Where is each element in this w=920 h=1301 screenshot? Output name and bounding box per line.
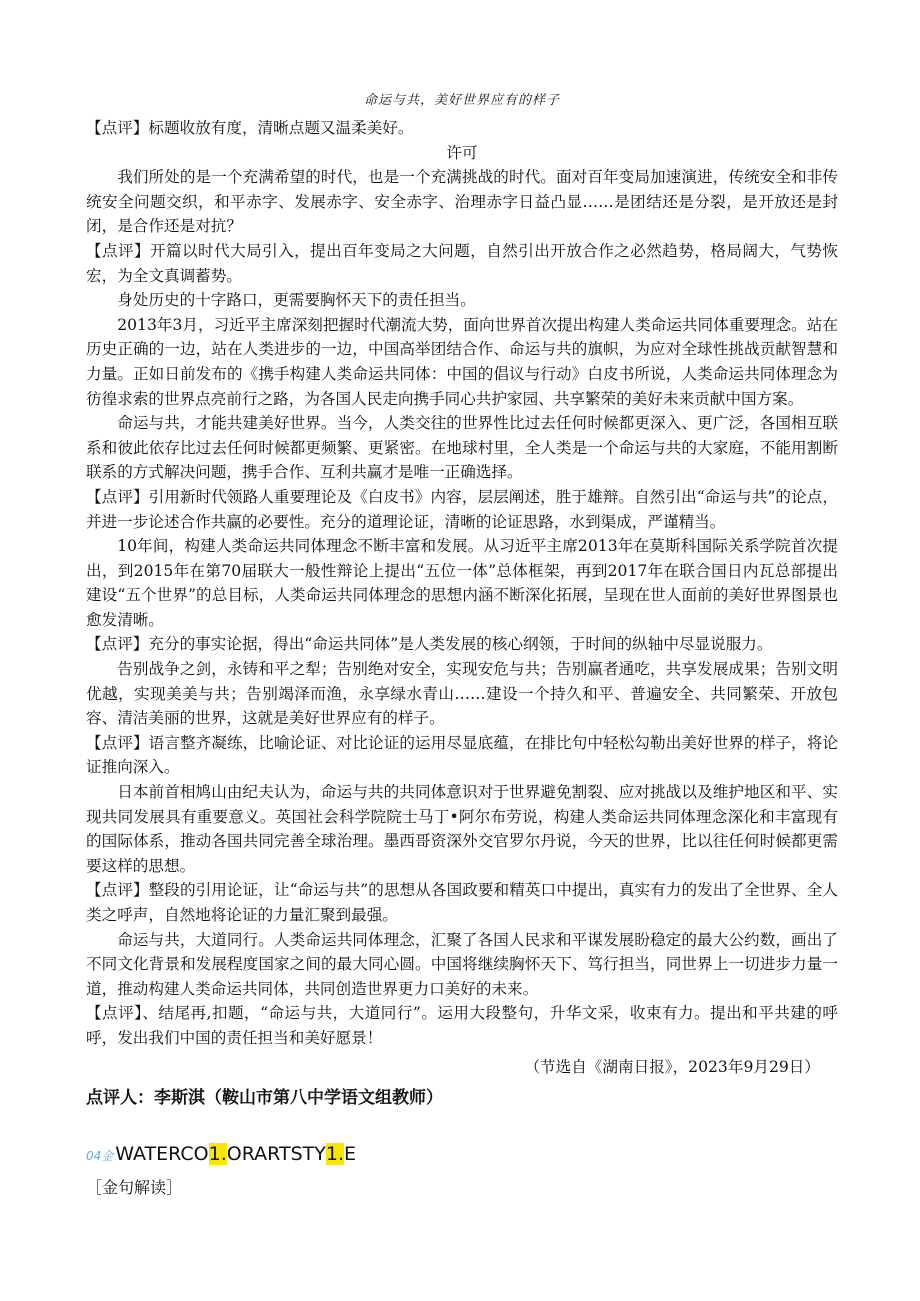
brand-text-3: E xyxy=(344,1143,357,1166)
page-title: 命运与共，美好世界应有的样子 xyxy=(363,93,560,108)
source-citation: （节选自《湖南日报》，2023年9月29日） xyxy=(524,1057,820,1076)
review-comment: 【点评】充分的事实论据，得出“命运共同体”是人类发展的核心纲领，于时间的纵轴中尽显说服力。 xyxy=(86,635,773,654)
article-paragraph: 命运与共，大道同行。人类命运共同体理念，汇聚了各国人民求和平谋发展盼稳定的最大公约数，画出了不同文化背景和发展程度国家之间的最大同心圆。中国将继续胸怀天下、笃行担当，同世界上一切进步力量一道，推动构建人类命运共同体，共同创造世界更力口美好的未来。 xyxy=(86,930,838,998)
review-comment: 【点评】引用新时代领路人重要理论及《白皮书》内容，层层阐述，胜于雄辩。自然引出“命运与共”的论点，并进一步论述合作共赢的必要性。充分的道理论证，清晰的论证思路，水到渠成，严谨精当。 xyxy=(86,487,838,531)
article-paragraph: 身处历史的十字路口，更需要胸怀天下的责任担当。 xyxy=(117,291,476,310)
review-comment: 【点评】语言整齐凝练，比喻论证、对比论证的运用尽显底蕴，在排比句中轻松勾勒出美好世界的样子，将论证推向深入。 xyxy=(86,733,838,777)
brand-highlight-2: 1. xyxy=(325,1143,345,1166)
article-paragraph: 2013年3月，习近平主席深刻把握时代潮流大势，面向世界首次提出构建人类命运共同体重要理念。站在历史正确的一边，站在人类进步的一边，中国高举团结合作、命运与共的旗帜，为应对全球性挑战贡献智慧和力量。正如日前发布的《携手构建人类命运共同体：中国的倡议与行动》白皮书所说，人类命运共同体理念为彷徨求索的世界点亮前行之路，为各国人民走向携手同心共护家园、共享繁荣的美好未来贡献中国方案。 xyxy=(86,315,838,408)
review-comment: 【点评】整段的引用论证，让“命运与共”的思想从各国政要和精英口中提出，真实有力的发出了全世界、全人类之呼声，自然地将论证的力量汇聚到最强。 xyxy=(86,881,838,924)
article-author: 许可 xyxy=(446,143,478,162)
article-paragraph: 告别战争之剑，永铸和平之犁；告别绝对安全，实现安危与共；告别赢者通吃，共享发展成果；告别文明优越，实现美美与共；告别竭泽而渔，永享绿水青山……建设一个持久和平、普遍安全、共同繁荣、开放包容、清洁美丽的世界，这就是美好世界应有的样子。 xyxy=(86,660,838,728)
brand-text-1: WATERCO xyxy=(115,1143,209,1166)
article-body xyxy=(86,116,838,1051)
reviewer-line: 点评人：李斯淇（鞍山市第八中学语文组教师） xyxy=(86,1088,443,1109)
review-comment: 【点评】、结尾再,扣题，“命运与共，大道同行”。运用大段整句，升华文采，收束有力。提出和平共建的呼呼，发出我们中国的责任担当和美好愿景！ xyxy=(86,1004,838,1047)
brand-highlight-1: 1. xyxy=(208,1143,227,1166)
review-comment: 【点评】开篇以时代大局引入，提出百年变局之大问题，自然引出开放合作之必然趋势，格局阔大，气势恢宏，为全文真调蓄势。 xyxy=(86,241,838,285)
section-title: ［金句解读］ xyxy=(86,1178,183,1198)
article-paragraph: 我们所处的是一个充满希望的时代，也是一个充满挑战的时代。面对百年变局加速演进，传统安全和非传统安全问题交织，和平赤字、发展赤字、安全赤字、治理赤字日益凸显……是团结还是分裂，是开放还是封闭，是合作还是对抗？ xyxy=(86,168,838,236)
brand-number: 04金 xyxy=(86,1149,114,1164)
brand-banner xyxy=(86,1141,838,1169)
article-paragraph: 命运与共，才能共建美好世界。当今，人类交往的世界性比过去任何时候都更深入、更广泛，各国相互联系和彼此依存比过去任何时候都更频繁、更紧密。在地球村里，全人类是一个命运与共的大家庭，不能用割断联系的方式解决问题，携手合作、互利共赢才是唯一正确选择。 xyxy=(86,414,838,482)
article-paragraph: 日本前首相鸠山由纪夫认为，命运与共的共同体意识对于世界避免割裂、应对挑战以及维护地区和平、实现共同发展具有重要意义。英国社会科学院院士马丁•阿尔布劳说，构建人类命运共同体理念深化和丰富现有的国际体系，推动各国共同完善全球治理。墨西哥资深外交官罗尔丹说，今天的世界，比以往任何时候都更需要这样的思想。 xyxy=(86,783,838,875)
brand-text-2: ORARTSTY xyxy=(226,1143,326,1166)
document-page xyxy=(86,92,838,1201)
article-paragraph: 10年间，构建人类命运共同体理念不断丰富和发展。从习近平主席2013年在莫斯科国际关系学院首次提出，到2015年在第70届联大一般性辩论上提出“五位一体”总体框架，再到2017年在联合国日内瓦总部提出建设“五个世界”的总目标，人类命运共同体理念的思想内涵不断深化拓展，呈现在世人面前的美好世界图景也愈发清晰。 xyxy=(86,537,838,629)
review-comment: 【点评】标题收放有度，清晰点题又温柔美好。 xyxy=(86,119,414,137)
